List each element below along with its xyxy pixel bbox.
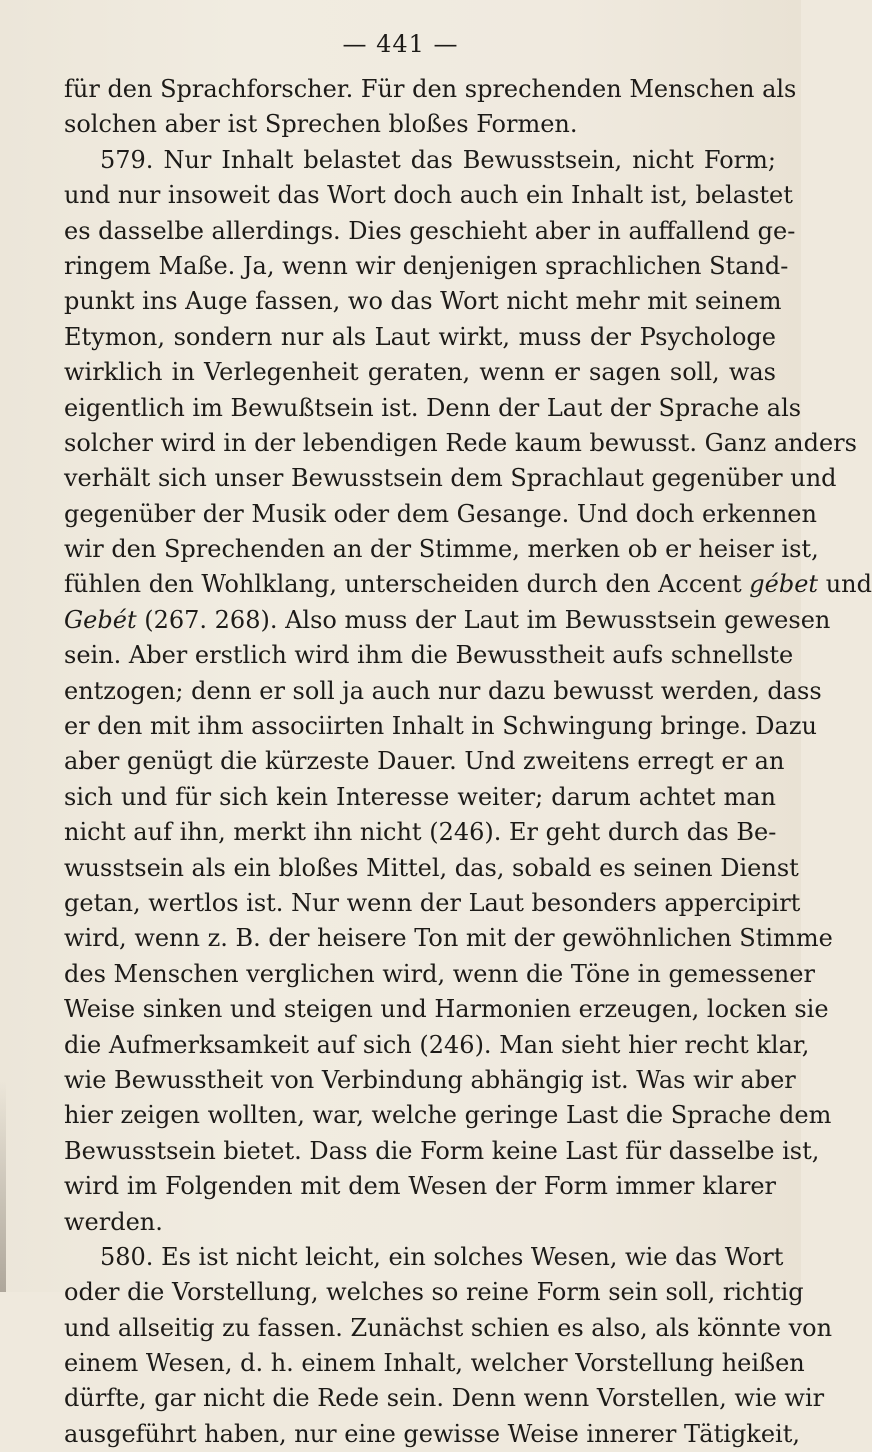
text-line: wirklich in Verlegenheit geraten, wenn er sagen soll, was xyxy=(64,358,776,387)
italic-word-gebet-capital: Gebét xyxy=(64,605,137,634)
italic-word-gebet: gébet xyxy=(749,570,819,599)
text-line: entzogen; denn er soll ja auch nur dazu bewusst werden, dass xyxy=(64,676,822,705)
text-segment: und xyxy=(825,570,872,599)
text-segment: fühlen den Wohlklang, unterscheiden durch den Accent xyxy=(64,570,742,599)
text-line: und nur insoweit das Wort doch auch ein Inhalt ist, belastet xyxy=(64,181,793,210)
text-line: sich und für sich kein Interesse weiter; darum achtet man xyxy=(64,782,776,811)
text-line: gegenüber der Musik oder dem Gesange. Und doch erkennen xyxy=(64,499,817,528)
text-line: ausgeführt haben, nur eine gewisse Weise innerer Tätigkeit, xyxy=(64,1419,800,1448)
text-line: eigentlich im Bewußtsein ist. Denn der Laut der Sprache als xyxy=(64,393,802,422)
text-line-with-italics xyxy=(64,603,831,638)
text-line: wird, wenn z. B. der heisere Ton mit der gewöhnlichen Stimme xyxy=(64,924,833,953)
text-line: wird im Folgenden mit dem Wesen der Form immer klarer xyxy=(64,1172,776,1201)
text-line: Bewusstsein bietet. Dass die Form keine Last für dasselbe ist, xyxy=(64,1136,820,1165)
text-line: er den mit ihm associirten Inhalt in Schwingung bringe. Dazu xyxy=(64,712,817,741)
paragraph-580-start: 580. Es ist nicht leicht, ein solches Wesen, wie das Wort xyxy=(100,1242,784,1271)
text-line: sein. Aber erstlich wird ihm die Bewusstheit aufs schnellste xyxy=(64,641,794,670)
text-line: einem Wesen, d. h. einem Inhalt, welcher Vorstellung heißen xyxy=(64,1349,805,1378)
text-line: werden. xyxy=(64,1207,163,1236)
text-line: für den Sprachforscher. Für den sprechenden Menschen als xyxy=(64,75,797,103)
text-line: und allseitig zu fassen. Zunächst schien es also, als könnte von xyxy=(64,1313,833,1342)
text-line: Etymon, sondern nur als Laut wirkt, muss der Psychologe xyxy=(64,322,776,351)
text-line: wir den Sprechenden an der Stimme, merken ob er heiser ist, xyxy=(64,535,819,564)
text-line: solcher wird in der lebendigen Rede kaum bewusst. Ganz anders xyxy=(64,428,857,457)
paragraph-579-start: 579. Nur Inhalt belastet das Bewusstsein, nicht Form; xyxy=(100,145,776,174)
text-line: solchen aber ist Sprechen bloßes Formen. xyxy=(64,110,578,139)
page-number-header: — 441 — xyxy=(342,30,459,58)
text-line-with-italics xyxy=(64,567,872,602)
text-line: die Aufmerksamkeit auf sich (246). Man sieht hier recht klar, xyxy=(64,1030,810,1059)
text-line: des Menschen verglichen wird, wenn die Töne in gemessener xyxy=(64,959,815,988)
text-line: aber genügt die kürzeste Dauer. Und zweitens erregt er an xyxy=(64,747,785,776)
body-text xyxy=(64,72,872,1452)
text-line: wie Bewusstheit von Verbindung abhängig ist. Was wir aber xyxy=(64,1065,796,1094)
text-line: Weise sinken und steigen und Harmonien erzeugen, locken sie xyxy=(64,995,829,1024)
text-line: getan, wertlos ist. Nur wenn der Laut besonders appercipirt xyxy=(64,888,801,917)
text-line: dürfte, gar nicht die Rede sein. Denn wenn Vorstellen, wie wir xyxy=(64,1384,825,1413)
text-line: es dasselbe allerdings. Dies geschieht aber in auffallend ge- xyxy=(64,216,796,245)
text-line: oder die Vorstellung, welches so reine Form sein soll, richtig xyxy=(64,1278,804,1307)
text-segment: (267. 268). Also muss der Laut im Bewusstsein gewesen xyxy=(136,605,831,634)
text-line: punkt ins Auge fassen, wo das Wort nicht mehr mit seinem xyxy=(64,287,782,316)
text-line: hier zeigen wollten, war, welche geringe Last die Sprache dem xyxy=(64,1101,832,1130)
text-line: verhält sich unser Bewusstsein dem Sprachlaut gegenüber und xyxy=(64,464,837,493)
text-line: wusstsein als ein bloßes Mittel, das, sobald es seinen Dienst xyxy=(64,853,799,882)
text-line: ringem Maße. Ja, wenn wir denjenigen sprachlichen Stand- xyxy=(64,251,789,280)
page-edge-shadow xyxy=(0,1080,6,1292)
text-line: nicht auf ihn, merkt ihn nicht (246). Er geht durch das Be- xyxy=(64,818,777,847)
